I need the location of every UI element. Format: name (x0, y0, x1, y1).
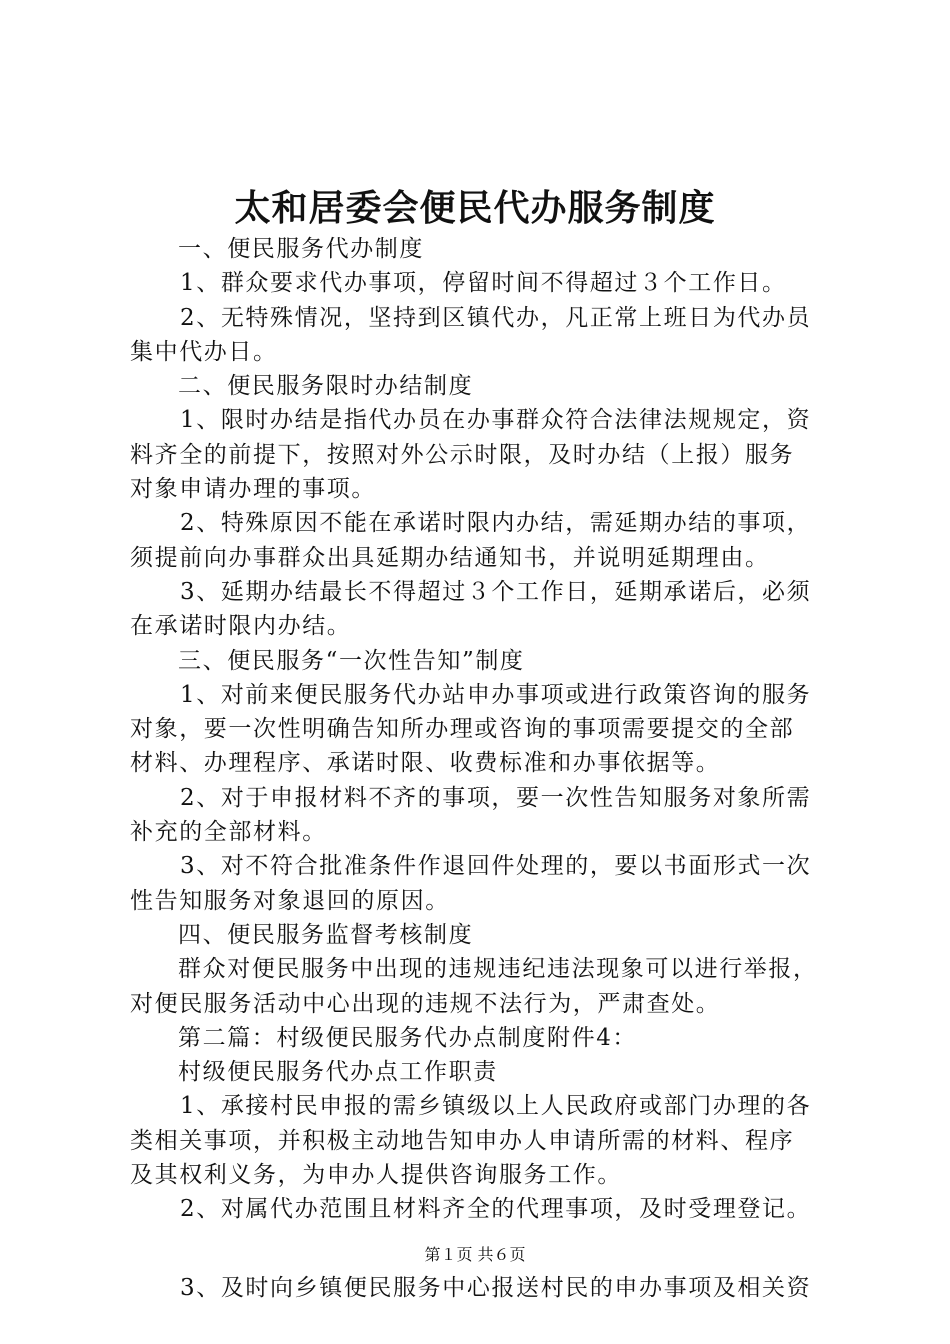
paragraph-line: 性告知服务对象退回的原因。 (130, 887, 450, 914)
paragraph-line: 2、特殊原因不能在承诺时限内办结，需延期办结的事项， (180, 510, 812, 537)
page-footer: 第１页 共６页 (424, 1245, 526, 1264)
paragraph-line: 1、对前来便民服务代办站申办事项或进行政策咨询的服务 (180, 681, 812, 708)
paragraph-line: 2、对于申报材料不齐的事项，要一次性告知服务对象所需 (180, 784, 812, 811)
section-heading-1: 一、便民服务代办制度 (178, 236, 424, 262)
paragraph-line: 1、承接村民申报的需乡镇级以上人民政府或部门办理的各 (180, 1093, 812, 1120)
paragraph-line: 对象，要一次性明确告知所办理或咨询的事项需要提交的全部 (130, 716, 795, 743)
subsection-heading: 村级便民服务代办点工作职责 (178, 1059, 498, 1086)
paragraph-line: 补充的全部材料。 (130, 819, 327, 846)
paragraph-line: 2、无特殊情况，坚持到区镇代办，凡正常上班日为代办员 (180, 304, 812, 331)
paragraph-line: 在承诺时限内办结。 (130, 613, 352, 640)
paragraph-line: 类相关事项，并积极主动地告知申办人申请所需的材料、程序 (130, 1127, 795, 1154)
paragraph-line: 3、及时向乡镇便民服务中心报送村民的申办事项及相关资 (180, 1274, 812, 1301)
document-body (130, 232, 830, 1305)
paragraph-line: 集中代办日。 (130, 338, 278, 365)
paragraph-line: 群众对便民服务中出现的违规违纪违法现象可以进行举报， (178, 956, 818, 983)
paragraph-line: 1、限时办结是指代办员在办事群众符合法律法规规定，资 (180, 407, 812, 434)
paragraph-line: 2、对属代办范围且材料齐全的代理事项，及时受理登记。 (180, 1196, 812, 1223)
section-heading-3: 三、便民服务“一次性告知”制度 (178, 647, 525, 674)
paragraph-line: 料齐全的前提下，按照对外公示时限，及时办结（上报）服务 (130, 441, 795, 468)
paragraph-line: 对象申请办理的事项。 (130, 476, 376, 503)
section-heading-4: 四、便民服务监督考核制度 (178, 921, 474, 948)
chapter-heading: 第二篇：村级便民服务代办点制度附件4： (178, 1024, 638, 1051)
paragraph-line: 1、群众要求代办事项，停留时间不得超过３个工作日。 (180, 270, 787, 297)
paragraph-line: 材料、办理程序、承诺时限、收费标准和办事依据等。 (130, 750, 721, 777)
document-title: 太和居委会便民代办服务制度 (234, 187, 716, 229)
paragraph-line: 须提前向办事群众出具延期办结通知书，并说明延期理由。 (130, 544, 770, 571)
paragraph-line: 3、对不符合批准条件作退回件处理的，要以书面形式一次 (180, 853, 812, 880)
paragraph-line: 3、延期办结最长不得超过３个工作日，延期承诺后，必须 (180, 578, 812, 605)
paragraph-line: 及其权利义务，为申办人提供咨询服务工作。 (130, 1162, 622, 1189)
section-heading-2: 二、便民服务限时办结制度 (178, 373, 474, 400)
paragraph-line: 对便民服务活动中心出现的违规不法行为，严肃查处。 (130, 990, 721, 1017)
